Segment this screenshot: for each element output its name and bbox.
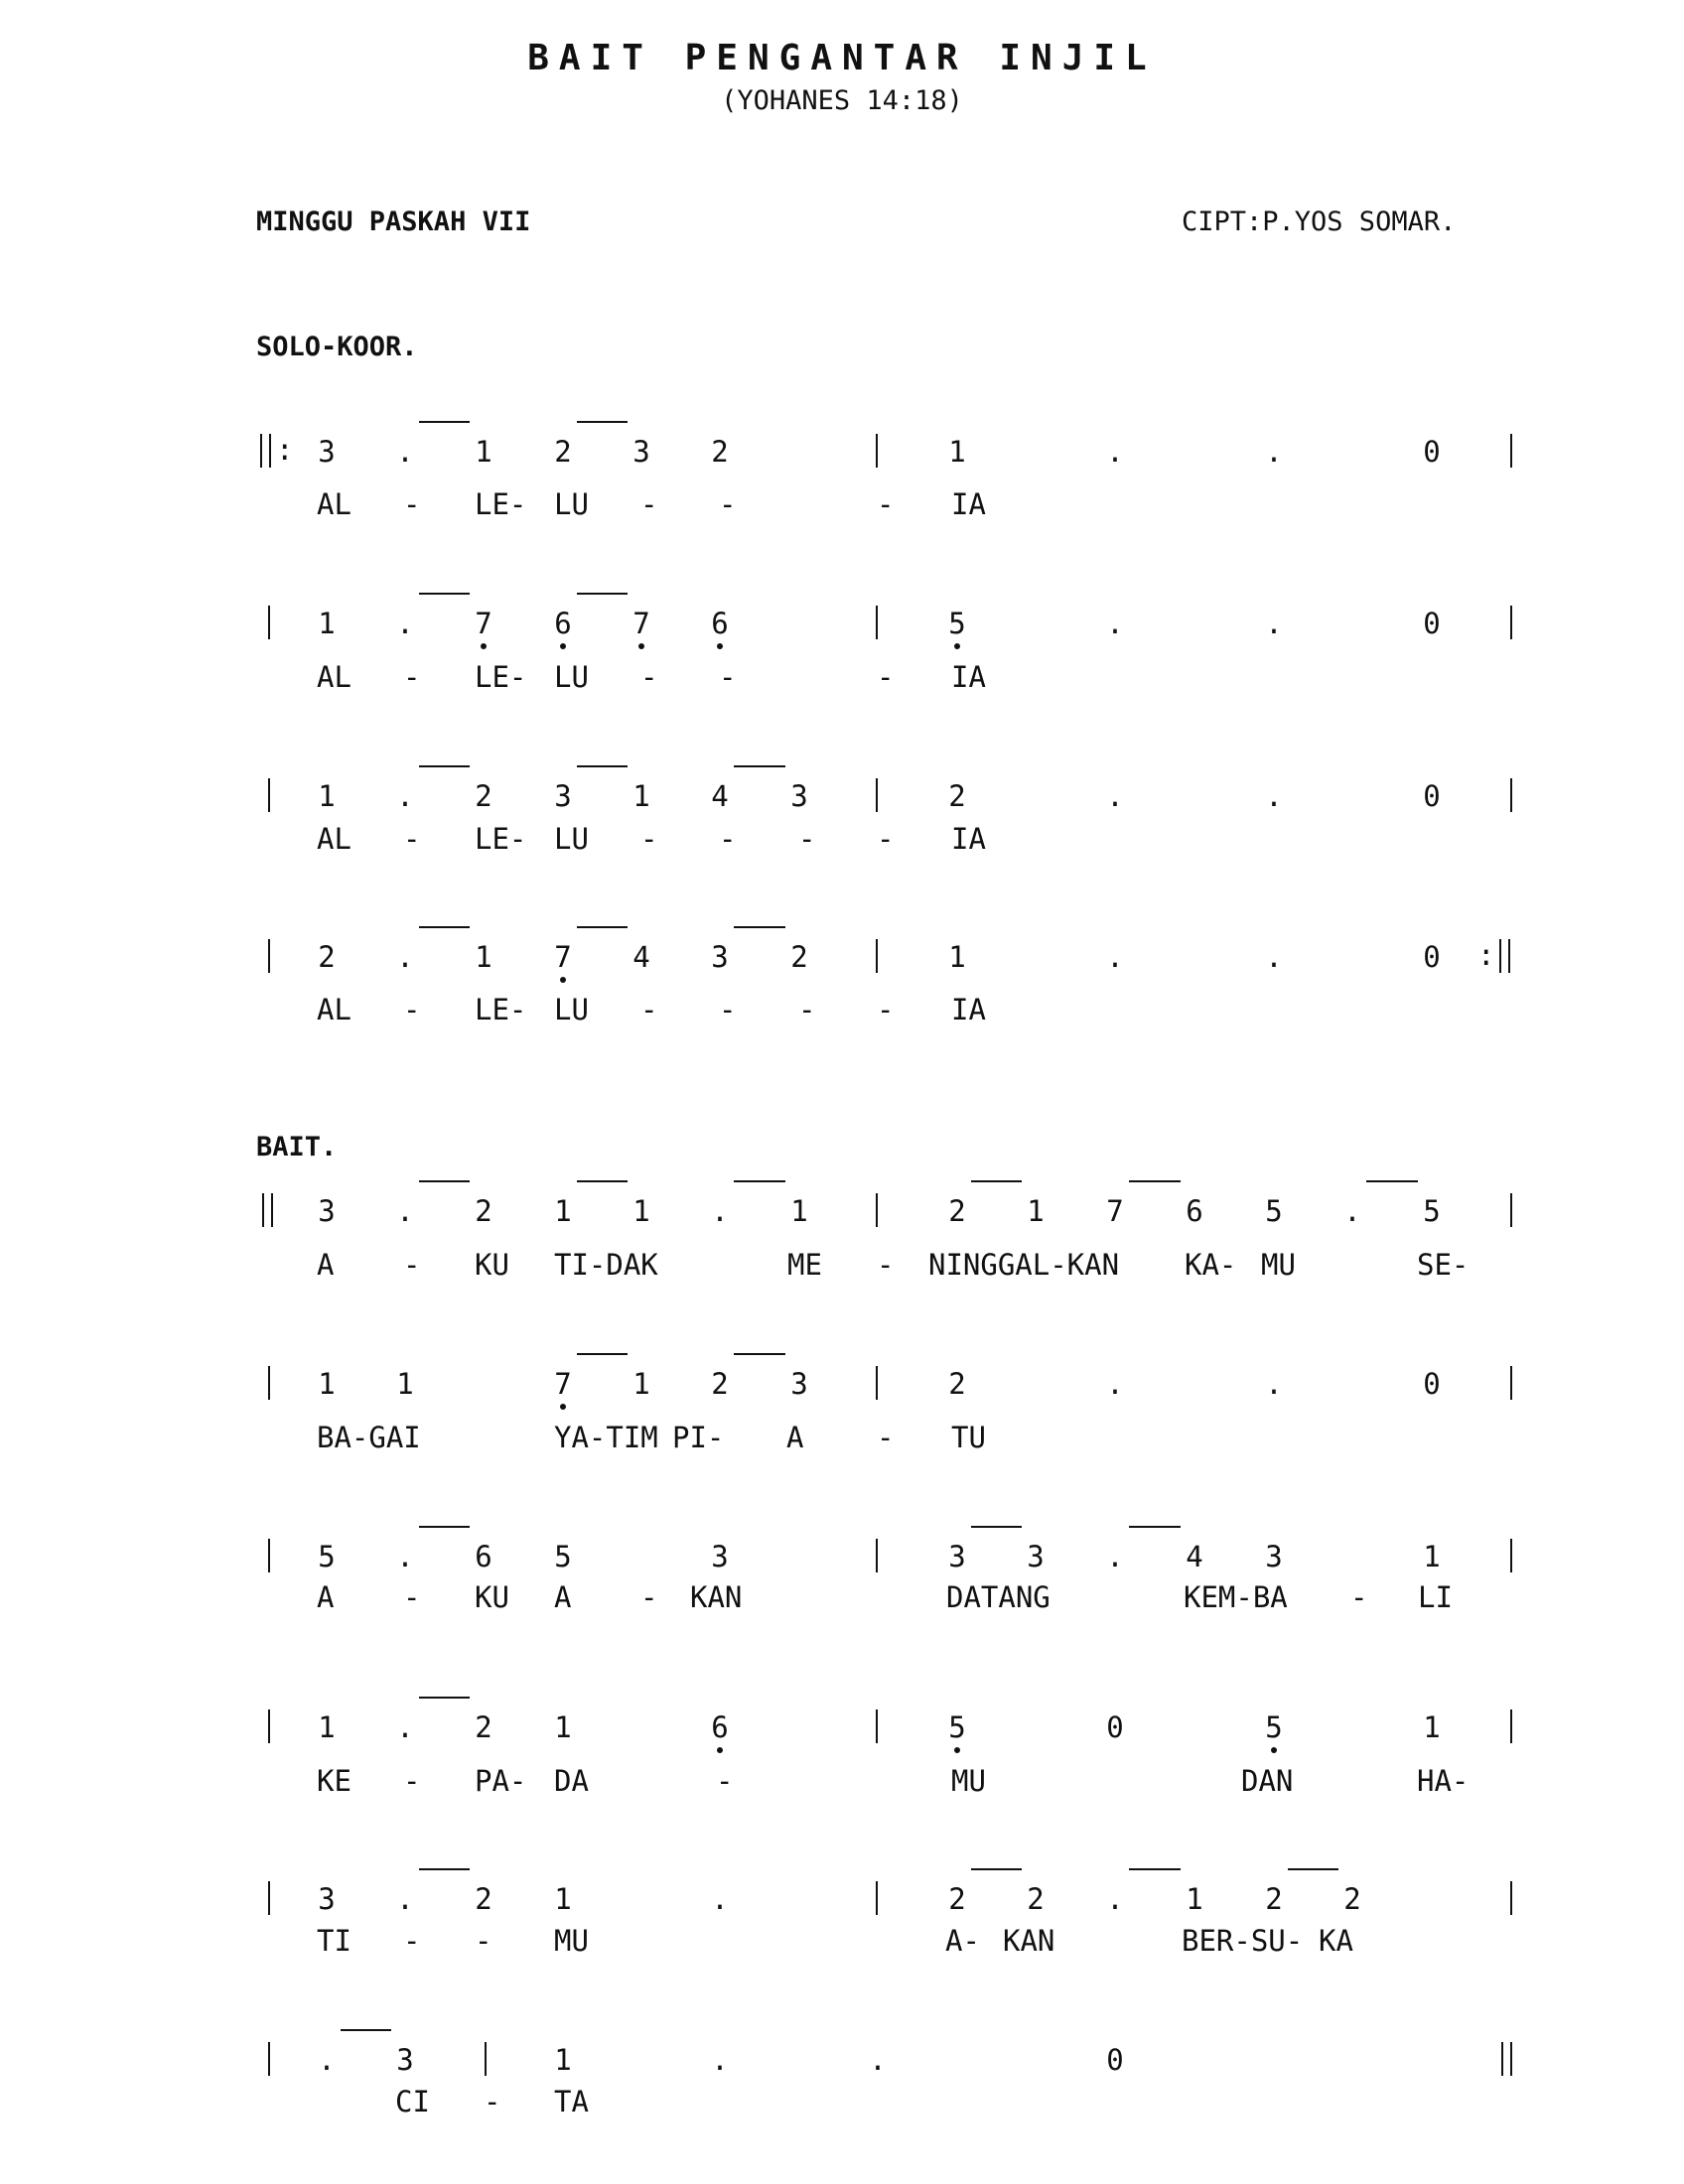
beam-line: [734, 1180, 785, 1182]
beam-line: [419, 765, 470, 767]
lyric-syllable: -: [403, 1924, 421, 1958]
lyric-syllable: LE-: [475, 822, 527, 856]
note: 1: [554, 1710, 572, 1744]
lyric-syllable: KAN: [1003, 1924, 1055, 1958]
lower-octave-dot: [954, 643, 960, 649]
final-double-barline: [1501, 2042, 1512, 2076]
lyric-syllable: -: [719, 660, 737, 694]
note: 1: [790, 1194, 808, 1228]
lyric-syllable: IA: [951, 660, 986, 694]
beam-line: [577, 765, 628, 767]
lyric-syllable: TA: [554, 2085, 589, 2118]
note: 2: [1343, 1882, 1361, 1916]
barline: [876, 434, 878, 468]
lyric-syllable: MU: [554, 1924, 589, 1958]
lower-octave-dot: [481, 643, 487, 649]
lyric-syllable: -: [403, 1248, 421, 1282]
note: 1: [318, 779, 336, 813]
note: .: [1265, 435, 1283, 469]
note: 3: [948, 1540, 966, 1573]
note: 1: [1027, 1194, 1045, 1228]
note: 3: [554, 779, 572, 813]
note: 3: [1265, 1540, 1283, 1573]
note: .: [396, 435, 414, 469]
lyric-syllable: -: [403, 1764, 421, 1798]
note: 7: [475, 607, 492, 640]
note: .: [396, 1194, 414, 1228]
note: .: [1106, 607, 1124, 640]
beam-line: [734, 1353, 785, 1355]
note: 7: [632, 607, 650, 640]
lyric-syllable: -: [877, 993, 895, 1026]
lyric-syllable: TU: [951, 1421, 986, 1454]
lyric-syllable: DA: [554, 1764, 589, 1798]
note: 1: [1186, 1882, 1203, 1916]
note: 1: [1423, 1540, 1441, 1573]
note: 5: [1265, 1710, 1283, 1744]
note: 1: [554, 1882, 572, 1916]
barline: [268, 1881, 270, 1915]
note: 6: [475, 1540, 492, 1573]
note: 1: [396, 1367, 414, 1401]
lower-octave-dot: [638, 643, 644, 649]
note: 4: [632, 940, 650, 974]
barline: [876, 1193, 878, 1227]
beam-line: [419, 421, 470, 423]
lyric-syllable: -: [719, 487, 737, 521]
note: 7: [554, 1367, 572, 1401]
lyric-syllable: AL: [317, 822, 351, 856]
beam-line: [419, 1180, 470, 1182]
beam-line: [971, 1526, 1022, 1528]
note: .: [1265, 607, 1283, 640]
note: .: [396, 1540, 414, 1573]
note: 2: [948, 779, 966, 813]
note: .: [396, 940, 414, 974]
lyric-syllable: LU: [554, 487, 589, 521]
note: .: [1106, 779, 1124, 813]
lyric-syllable: LU: [554, 822, 589, 856]
note: 1: [948, 435, 966, 469]
lyric-syllable: -: [719, 822, 737, 856]
note: 2: [475, 1194, 492, 1228]
note: .: [396, 1710, 414, 1744]
note: 3: [318, 1882, 336, 1916]
beam-line: [341, 2029, 391, 2031]
lyric-syllable: DATANG: [946, 1580, 1051, 1614]
note: 3: [1027, 1540, 1045, 1573]
lyric-syllable: ME: [787, 1248, 822, 1282]
repeat-colon: :: [276, 433, 294, 467]
beam-line: [419, 926, 470, 928]
lyric-syllable: LE-: [475, 993, 527, 1026]
beam-line: [419, 1697, 470, 1699]
lower-octave-dot: [717, 643, 723, 649]
lyric-syllable: MU: [1261, 1248, 1296, 1282]
lyric-syllable: BA-GAI: [317, 1421, 421, 1454]
note: .: [1106, 1882, 1124, 1916]
beam-line: [577, 421, 628, 423]
note: .: [396, 779, 414, 813]
section-solo-koor: SOLO-KOOR.: [256, 332, 418, 362]
lyric-syllable: A: [786, 1421, 804, 1454]
lyric-syllable: NINGGAL-KAN: [928, 1248, 1120, 1282]
lyric-syllable: -: [403, 822, 421, 856]
note: 3: [632, 435, 650, 469]
lyric-syllable: SE-: [1417, 1248, 1470, 1282]
lyric-syllable: KEM-BA: [1184, 1580, 1288, 1614]
lyric-syllable: -: [403, 660, 421, 694]
barline: [876, 1881, 878, 1915]
beam-line: [1129, 1868, 1181, 1870]
note: 1: [632, 779, 650, 813]
lyric-syllable: LU: [554, 993, 589, 1026]
barline: [1510, 1881, 1512, 1915]
repeat-start-barline: [260, 434, 271, 468]
note: 1: [318, 1710, 336, 1744]
beam-line: [971, 1868, 1022, 1870]
note: 5: [948, 1710, 966, 1744]
beam-line: [577, 926, 628, 928]
note: 0: [1423, 1367, 1441, 1401]
lyric-syllable: A: [554, 1580, 572, 1614]
note: 3: [396, 2043, 414, 2077]
lyric-syllable: KA: [1319, 1924, 1353, 1958]
lower-octave-dot: [717, 1747, 723, 1753]
lyric-syllable: MU: [951, 1764, 986, 1798]
note: 4: [1186, 1540, 1203, 1573]
lower-octave-dot: [954, 1747, 960, 1753]
note: 1: [632, 1367, 650, 1401]
beam-line: [577, 593, 628, 595]
lyric-syllable: A: [317, 1580, 335, 1614]
barline: [268, 939, 270, 973]
barline: [1510, 1193, 1512, 1227]
lyric-syllable: IA: [951, 822, 986, 856]
repeat-colon: :: [1477, 938, 1495, 972]
beam-line: [577, 1180, 628, 1182]
lyric-syllable: -: [877, 1248, 895, 1282]
note: 2: [711, 435, 729, 469]
beam-line: [1288, 1868, 1338, 1870]
scripture-reference: (YOHANES 14:18): [721, 85, 963, 116]
lyric-syllable: KE: [317, 1764, 351, 1798]
lyric-syllable: -: [640, 660, 658, 694]
note: 1: [318, 1367, 336, 1401]
lyric-syllable: BER-SU-: [1182, 1924, 1304, 1958]
lower-octave-dot: [560, 1404, 566, 1410]
barline: [1510, 1366, 1512, 1400]
note: 6: [554, 607, 572, 640]
note: 5: [318, 1540, 336, 1573]
barline: [876, 939, 878, 973]
note: 1: [1423, 1710, 1441, 1744]
note: .: [396, 607, 414, 640]
lyric-syllable: -: [640, 822, 658, 856]
note: 5: [1423, 1194, 1441, 1228]
barline: [876, 1366, 878, 1400]
note: 6: [1186, 1194, 1203, 1228]
lyric-syllable: -: [1350, 1580, 1368, 1614]
lyric-syllable: KU: [475, 1248, 509, 1282]
lyric-syllable: PI-: [672, 1421, 725, 1454]
beam-line: [971, 1180, 1022, 1182]
note: 5: [948, 607, 966, 640]
beam-line: [419, 593, 470, 595]
lyric-syllable: -: [877, 660, 895, 694]
note: 1: [632, 1194, 650, 1228]
repeat-end-barline: [1499, 939, 1510, 973]
lyric-syllable: TI: [317, 1924, 351, 1958]
note: .: [318, 2043, 336, 2077]
note: .: [1265, 940, 1283, 974]
note: 2: [318, 940, 336, 974]
note: 0: [1423, 940, 1441, 974]
note: 1: [554, 1194, 572, 1228]
beam-line: [1129, 1526, 1181, 1528]
beam-line: [734, 765, 785, 767]
note: .: [1106, 1540, 1124, 1573]
lyric-syllable: HA-: [1417, 1764, 1470, 1798]
note: 2: [554, 435, 572, 469]
barline: [268, 606, 270, 639]
lyric-syllable: -: [640, 993, 658, 1026]
lyric-syllable: CI: [395, 2085, 430, 2118]
note: 6: [711, 1710, 729, 1744]
note: .: [1106, 1367, 1124, 1401]
lyric-syllable: -: [403, 993, 421, 1026]
lower-octave-dot: [1271, 1747, 1277, 1753]
beam-line: [1366, 1180, 1418, 1182]
beam-line: [577, 1353, 628, 1355]
lyric-syllable: -: [640, 487, 658, 521]
lyric-syllable: KAN: [690, 1580, 743, 1614]
note: .: [1106, 940, 1124, 974]
occasion-label: MINGGU PASKAH VII: [256, 206, 531, 237]
note: .: [1265, 779, 1283, 813]
barline: [876, 1539, 878, 1572]
beam-line: [419, 1526, 470, 1528]
note: 0: [1106, 2043, 1124, 2077]
lyric-syllable: -: [403, 1580, 421, 1614]
lyric-syllable: -: [798, 993, 816, 1026]
note: 3: [790, 779, 808, 813]
note: 2: [948, 1367, 966, 1401]
note: 2: [790, 940, 808, 974]
lower-octave-dot: [560, 977, 566, 983]
section-bait: BAIT.: [256, 1132, 338, 1162]
lyric-syllable: -: [877, 487, 895, 521]
barline: [876, 606, 878, 639]
note: 6: [711, 607, 729, 640]
lyric-syllable: -: [484, 2085, 501, 2118]
lyric-syllable: PA-: [475, 1764, 527, 1798]
barline: [268, 778, 270, 812]
lyric-syllable: -: [475, 1924, 492, 1958]
lyric-syllable: DAN: [1241, 1764, 1294, 1798]
lyric-syllable: -: [877, 822, 895, 856]
lyric-syllable: LI: [1418, 1580, 1453, 1614]
note: 2: [1265, 1882, 1283, 1916]
lyric-syllable: AL: [317, 660, 351, 694]
note: 1: [475, 940, 492, 974]
lyric-syllable: KU: [475, 1580, 509, 1614]
note: 3: [318, 1194, 336, 1228]
note: 5: [554, 1540, 572, 1573]
lyric-syllable: IA: [951, 487, 986, 521]
lyric-syllable: KA-: [1185, 1248, 1237, 1282]
beam-line: [734, 926, 785, 928]
note: 7: [554, 940, 572, 974]
note: 2: [475, 779, 492, 813]
lyric-syllable: YA-TIM: [554, 1421, 658, 1454]
lyric-syllable: AL: [317, 993, 351, 1026]
barline: [485, 2042, 487, 2076]
note: 3: [711, 940, 729, 974]
lyric-syllable: TI-DAK: [554, 1248, 658, 1282]
note: 0: [1106, 1710, 1124, 1744]
barline: [1510, 1709, 1512, 1743]
lyric-syllable: -: [403, 487, 421, 521]
note: .: [711, 1194, 729, 1228]
lyric-syllable: LU: [554, 660, 589, 694]
note: 2: [1027, 1882, 1045, 1916]
lyric-syllable: -: [798, 822, 816, 856]
lower-octave-dot: [560, 643, 566, 649]
note: 2: [711, 1367, 729, 1401]
note: 1: [318, 607, 336, 640]
barline: [876, 1709, 878, 1743]
barline: [268, 1539, 270, 1572]
note: 0: [1423, 607, 1441, 640]
lyric-syllable: A: [317, 1248, 335, 1282]
barline: [1510, 778, 1512, 812]
barline: [1510, 1539, 1512, 1572]
note: .: [711, 1882, 729, 1916]
lyric-syllable: -: [719, 993, 737, 1026]
note: 5: [1265, 1194, 1283, 1228]
note: 7: [1106, 1194, 1124, 1228]
lyric-syllable: AL: [317, 487, 351, 521]
note: .: [1265, 1367, 1283, 1401]
barline: [876, 778, 878, 812]
note: .: [396, 1882, 414, 1916]
lyric-syllable: LE-: [475, 487, 527, 521]
barline: [1510, 434, 1512, 468]
note: 0: [1423, 435, 1441, 469]
note: .: [869, 2043, 887, 2077]
note: 2: [475, 1882, 492, 1916]
lyric-syllable: -: [640, 1580, 658, 1614]
lyric-syllable: -: [877, 1421, 895, 1454]
note: 3: [318, 435, 336, 469]
lyric-syllable: -: [716, 1764, 734, 1798]
note: .: [711, 2043, 729, 2077]
lyric-syllable: LE-: [475, 660, 527, 694]
note: 0: [1423, 779, 1441, 813]
composer-label: CIPT:P.YOS SOMAR.: [1182, 206, 1457, 237]
note: .: [1343, 1194, 1361, 1228]
double-barline: [262, 1193, 273, 1227]
beam-line: [419, 1868, 470, 1870]
barline: [268, 2042, 270, 2076]
beam-line: [1129, 1180, 1181, 1182]
lyric-syllable: IA: [951, 993, 986, 1026]
note: 2: [948, 1194, 966, 1228]
lyric-syllable: A-: [945, 1924, 980, 1958]
note: 3: [711, 1540, 729, 1573]
note: 1: [475, 435, 492, 469]
note: 2: [475, 1710, 492, 1744]
note: 3: [790, 1367, 808, 1401]
note: 1: [948, 940, 966, 974]
barline: [268, 1366, 270, 1400]
note: 4: [711, 779, 729, 813]
note: .: [1106, 435, 1124, 469]
barline: [1510, 606, 1512, 639]
page-title: BAIT PENGANTAR INJIL: [527, 38, 1157, 78]
barline: [268, 1709, 270, 1743]
note: 1: [554, 2043, 572, 2077]
note: 2: [948, 1882, 966, 1916]
